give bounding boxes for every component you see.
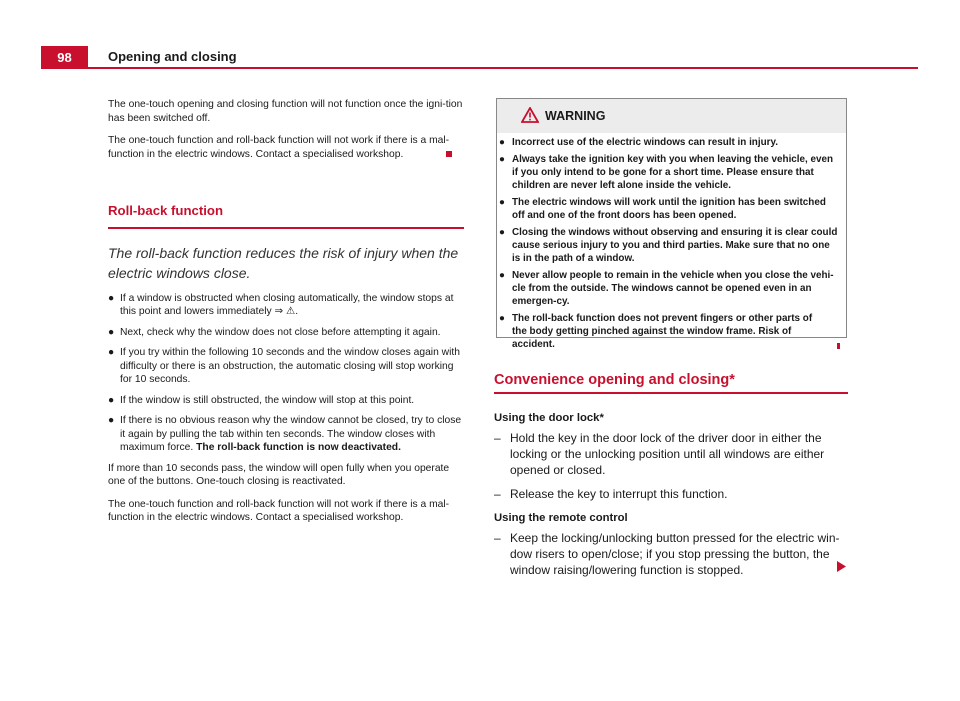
end-of-section-icon [837, 343, 840, 349]
list-item: – Release the key to interrupt this function. [494, 487, 728, 501]
paragraph: If more than 10 seconds pass, the window will open fully when you operate one of the buttons. One-touch closing is reactivated. [108, 462, 450, 487]
section-intro: The roll-back function reduces the risk of injury when the electric windows close. [108, 244, 459, 281]
left-column [108, 98, 464, 534]
paragraph: The one-touch opening and closing function will not function once the igni-tion has been switched off. [108, 99, 463, 124]
warning-item: ● Always take the ignition key with you when leaving the vehicle, even if you only intend to be gone for a short time. Please ensure that children are never left alone inside the vehicle. [499, 154, 834, 191]
warning-body [497, 133, 846, 351]
list-item: – Keep the locking/unlocking button pressed for the electric win-dow risers to open/close; if you stop pressing the button, the window raising/lowering function is stopped. [494, 531, 840, 577]
warning-item: ● Incorrect use of the electric windows can result in injury. [499, 137, 778, 148]
warning-icon [521, 107, 539, 123]
header-divider [41, 67, 918, 69]
list-item: ● If you try within the following 10 seconds and the window closes again with difficulty or there is an obstruction, the automatic closing will stop working for 10 seconds. [108, 347, 460, 385]
warning-item: ● The electric windows will work until the ignition has been switched off and one of the front doors has been opened. [499, 197, 826, 221]
list-item: – Hold the key in the door lock of the driver door in either the locking or the unlocking position until all windows are either opened or closed. [494, 431, 825, 477]
list-item: ● Next, check why the window does not close before attempting it again. [108, 326, 441, 338]
section-title: Roll-back function [108, 203, 224, 218]
subsection-heading: Using the door lock* [494, 412, 604, 424]
right-column [494, 372, 848, 586]
warning-header [497, 99, 846, 133]
paragraph: The one-touch function and roll-back function will not work if there is a mal-function in the electric windows. Contact a specialised workshop. [108, 134, 464, 161]
page-number: 98 [41, 46, 88, 68]
list-item: ● If there is no obvious reason why the window cannot be closed, try to close it again by pulling the tab within ten seconds. The window closes with maximum force. The roll-back function is now deactivated. [108, 415, 462, 453]
warning-item: ● Closing the windows without observing and ensuring it is clear could cause serious injury to you and third parties. Make sure that no one is in the path of a window. [499, 227, 838, 264]
continue-arrow-icon [837, 561, 846, 572]
warning-item: ● Never allow people to remain in the vehicle when you close the vehi-cle from the outside. The windows cannot be opened even in an emergen-cy. [499, 270, 834, 307]
subsection-heading: Using the remote control [494, 512, 628, 524]
list-item: ● If the window is still obstructed, the window will stop at this point. [108, 394, 415, 406]
section-title: Convenience opening and closing* [494, 372, 735, 388]
paragraph: The one-touch function and roll-back function will not work if there is a mal-function in the electric windows. Contact a specialised workshop. [108, 498, 450, 523]
warning-box [496, 98, 847, 350]
list-item: ● If a window is obstructed when closing automatically, the window stops at this point and lowers immediately ⇒ ⚠. [108, 292, 454, 317]
warning-title: WARNING [545, 109, 606, 123]
warning-item: ● The roll-back function does not prevent fingers or other parts of the body getting pinched against the window frame. Risk of accident. [499, 313, 840, 351]
end-of-section-icon [446, 151, 452, 157]
page-header-title: Opening and closing [108, 49, 237, 64]
section-divider [108, 227, 464, 229]
section-divider [494, 392, 848, 394]
